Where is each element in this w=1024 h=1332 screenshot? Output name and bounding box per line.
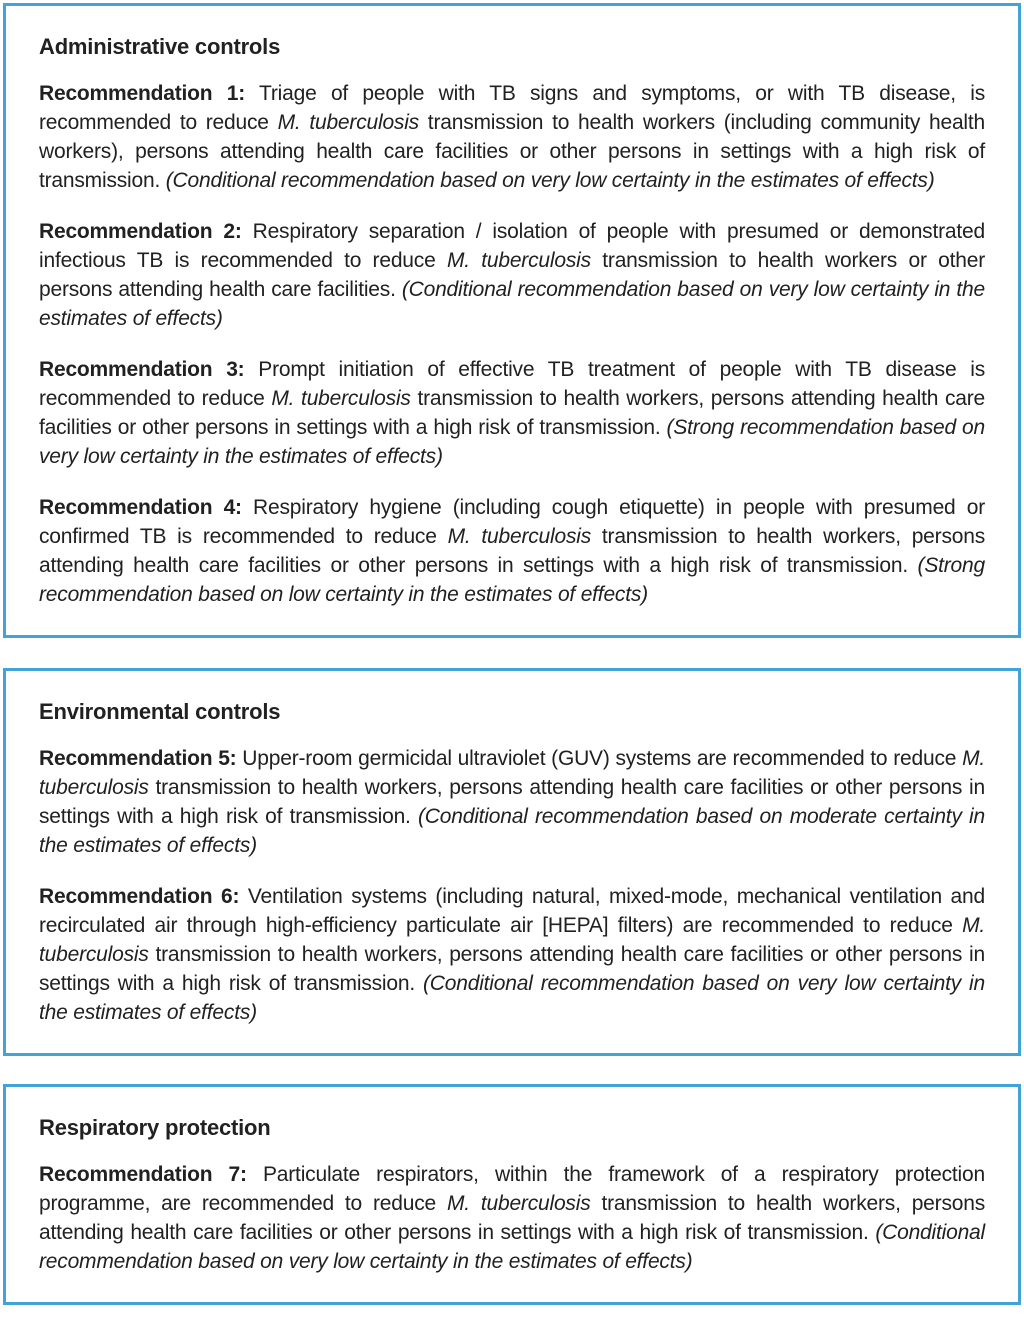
section-heading-environmental-controls: Environmental controls <box>39 699 281 724</box>
recommendation-label: Recommendation 3: <box>39 358 245 381</box>
text-segment: Ventilation systems (including natural, mixed-mode, mechanical ventilation and recirculated air through high-efficiency particulate air [HEPA] filters) are recommended to reduce <box>39 885 985 937</box>
recommendation-label: Recommendation 5: <box>39 747 237 770</box>
text-segment: transmission to health workers, persons attending health care facilities or other persons in settings with a high risk of transmission. <box>39 387 985 439</box>
text-segment: M. tuberculosis <box>271 387 411 410</box>
text-segment: M. tuberculosis <box>446 1192 591 1215</box>
recommendation-label: Recommendation 6: <box>39 885 240 908</box>
text-segment: transmission to health workers, persons attending health care facilities or other persons in settings with a high risk of transmission. <box>39 776 985 828</box>
text-segment: (Conditional recommendation based on very low certainty in the estimates of effects) <box>39 972 985 1024</box>
text-segment: Prompt initiation of effective TB treatment of people with TB disease is recommended to reduce <box>39 358 985 410</box>
text-segment: (Conditional recommendation based on very low certainty in the estimates of effects) <box>39 1221 985 1273</box>
text-segment: M. tuberculosis <box>277 111 419 134</box>
recommendation-list <box>39 1160 985 1276</box>
recommendation-list <box>39 744 985 1027</box>
text-segment: M. tuberculosis <box>39 914 985 966</box>
text-segment: Upper-room germicidal ultraviolet (GUV) systems are recommended to reduce <box>236 747 963 770</box>
text-segment: Particulate respirators, within the framework of a respiratory protection programme, are recommended to reduce <box>39 1163 985 1215</box>
section-box-respiratory-protection <box>3 1084 1021 1305</box>
recommendation-list <box>39 79 985 609</box>
recommendation-paragraph <box>39 1160 985 1276</box>
section-box-environmental-controls <box>3 668 1021 1056</box>
text-segment: Respiratory hygiene (including cough etiquette) in people with presumed or confirmed TB is recommended to reduce <box>39 496 985 548</box>
recommendation-paragraph <box>39 493 985 609</box>
recommendation-paragraph <box>39 217 985 333</box>
text-segment: Triage of people with TB signs and symptoms, or with TB disease, is recommended to reduce <box>39 82 985 134</box>
section-box-administrative-controls <box>3 3 1021 638</box>
section-heading-administrative-controls: Administrative controls <box>39 34 281 59</box>
text-segment: (Conditional recommendation based on moderate certainty in the estimates of effects) <box>39 805 986 857</box>
text-segment: transmission to health workers or other persons attending health care facilities. <box>39 249 985 301</box>
text-segment: M. tuberculosis <box>39 747 985 799</box>
recommendation-label: Recommendation 1: <box>39 82 246 105</box>
text-segment: M. tuberculosis <box>447 525 592 548</box>
text-segment: (Strong recommendation based on very low certainty in the estimates of effects) <box>39 416 985 468</box>
recommendation-label: Recommendation 7: <box>39 1163 247 1186</box>
recommendation-paragraph <box>39 882 985 1027</box>
text-segment: M. tuberculosis <box>446 249 591 272</box>
section-heading-respiratory-protection: Respiratory protection <box>39 1115 271 1140</box>
recommendation-label: Recommendation 4: <box>39 496 242 519</box>
recommendation-paragraph <box>39 79 985 195</box>
text-segment: Respiratory separation / isolation of people with presumed or demonstrated infectious TB is recommended to reduce <box>39 220 985 272</box>
recommendation-label: Recommendation 2: <box>39 220 242 243</box>
text-segment: (Conditional recommendation based on very low certainty in the estimates of effects) <box>39 278 985 330</box>
text-segment: transmission to health workers, persons attending health care facilities or other persons in settings with a high risk of transmission. <box>39 1192 986 1244</box>
text-segment: transmission to health workers, persons attending health care facilities or other persons in settings with a high risk of transmission. <box>39 943 985 995</box>
text-segment: (Conditional recommendation based on very low certainty in the estimates of effects) <box>165 169 935 192</box>
text-segment: (Strong recommendation based on low certainty in the estimates of effects) <box>39 554 985 606</box>
recommendation-paragraph <box>39 355 985 471</box>
recommendation-paragraph <box>39 744 985 860</box>
text-segment: transmission to health workers (including community health workers), persons attending health care facilities or other persons in settings with a high risk of transmission. <box>39 111 986 192</box>
text-segment: transmission to health workers, persons attending health care facilities or other persons in settings with a high risk of transmission. <box>39 525 986 577</box>
